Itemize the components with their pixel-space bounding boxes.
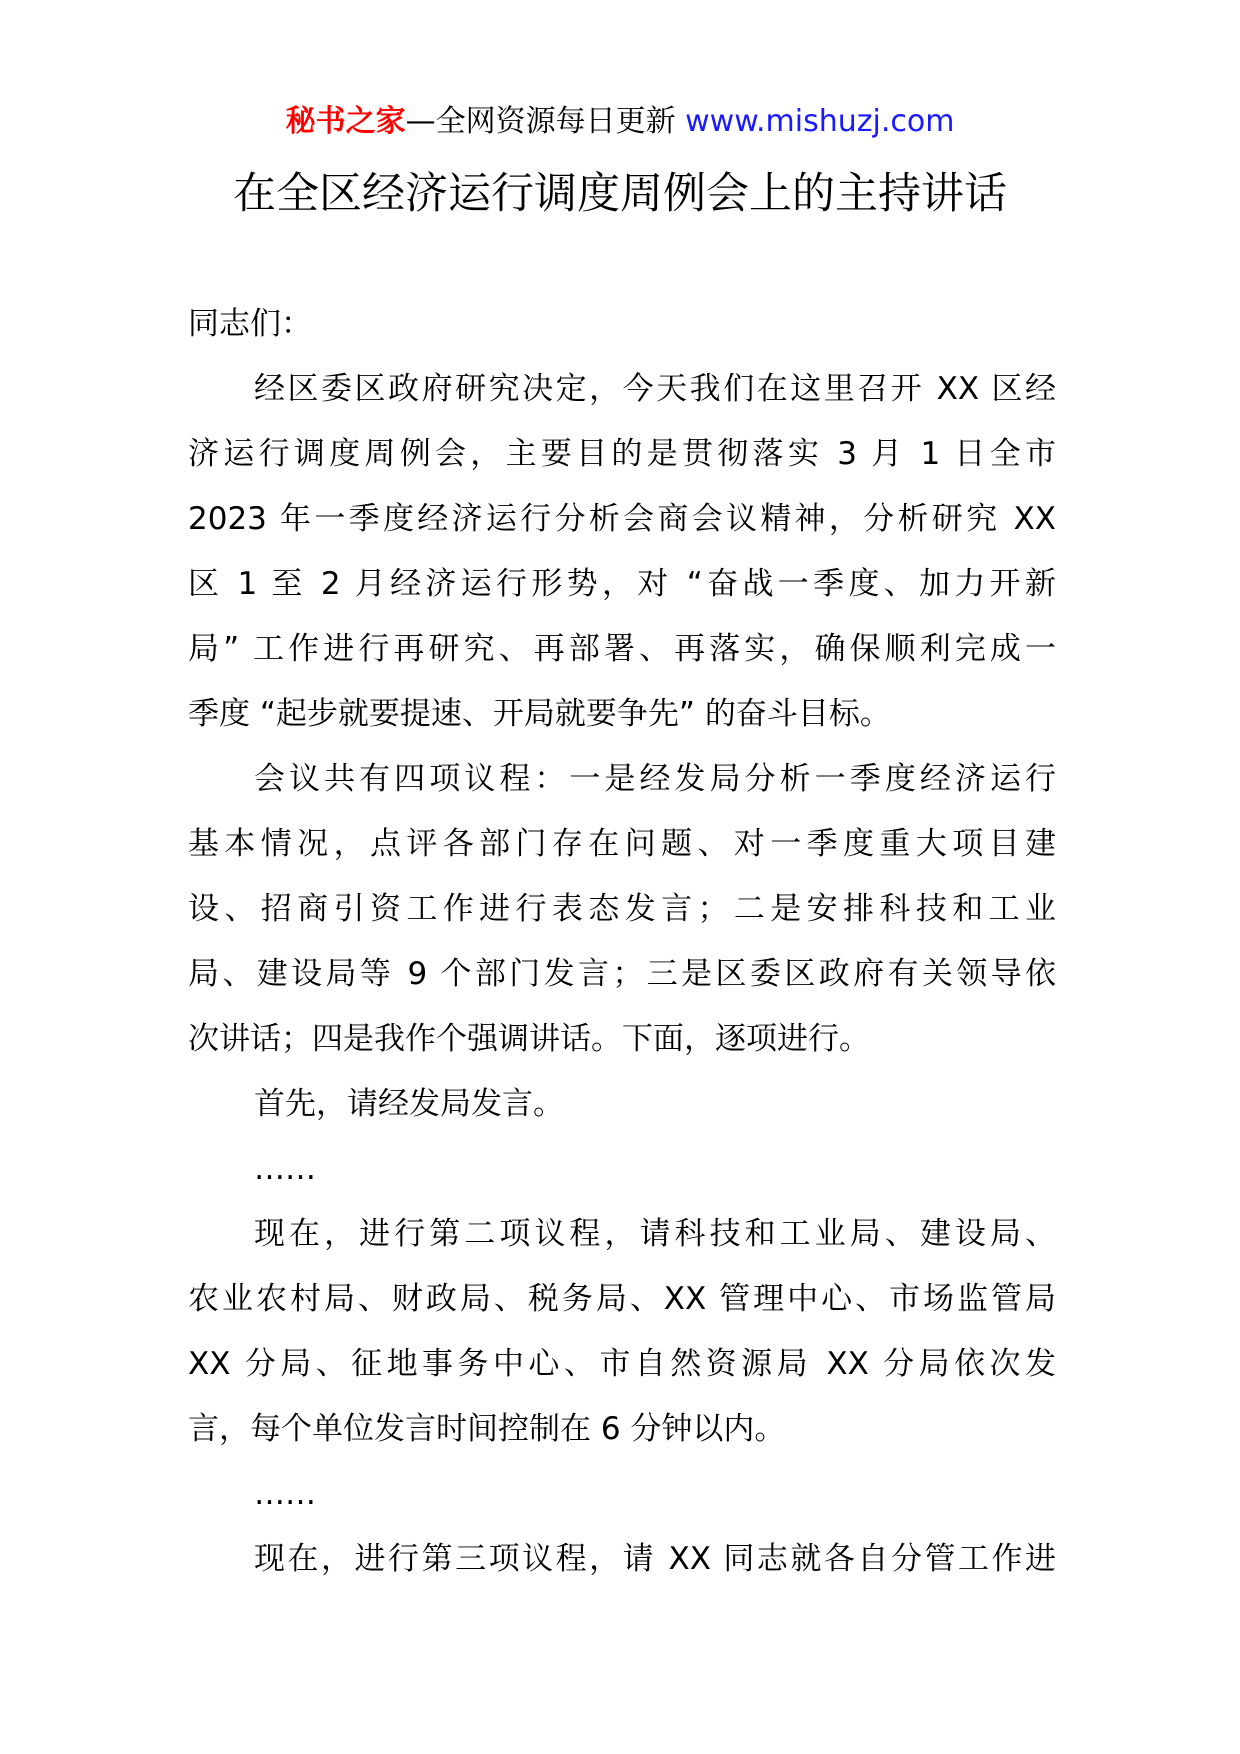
paragraph-line: 现在，进行第三项议程，请 XX 同志就各自分管工作进: [254, 1541, 1056, 1577]
paragraph-line: 季度 “起步就要提速、开局就要争先” 的奋斗目标。: [188, 696, 891, 732]
document-title: 在全区经济运行调度周例会上的主持讲话: [233, 169, 1007, 219]
site-url-link[interactable]: www.mishuzj.com: [685, 104, 955, 139]
site-header: [0, 102, 1240, 142]
paragraph-line: 设、招商引资工作进行表态发言；二是安排科技和工业: [188, 891, 1056, 927]
paragraph-line: 农业农村局、财政局、税务局、XX 管理中心、市场监管局: [188, 1281, 1056, 1317]
header-tagline: —全网资源每日更新: [405, 104, 686, 139]
ellipsis-line: ……: [254, 1151, 316, 1187]
document-body: [188, 292, 1056, 1592]
paragraph-line: 局、建设局等 9 个部门发言；三是区委区政府有关领导依: [188, 956, 1056, 992]
paragraph-line: 现在，进行第二项议程，请科技和工业局、建设局、: [254, 1216, 1056, 1252]
paragraph-line: 言，每个单位发言时间控制在 6 分钟以内。: [188, 1411, 786, 1447]
paragraph-line: 经区委区政府研究决定，今天我们在这里召开 XX 区经: [254, 371, 1056, 407]
brand-name: 秘书之家: [285, 104, 406, 139]
ellipsis-line: ……: [254, 1476, 316, 1512]
paragraph-line: 会议共有四项议程：一是经发局分析一季度经济运行: [254, 761, 1056, 797]
paragraph-line: 次讲话；四是我作个强调讲话。下面，逐项进行。: [188, 1021, 870, 1057]
salutation: 同志们：: [188, 306, 312, 342]
paragraph-line: 首先，请经发局发言。: [254, 1086, 564, 1122]
paragraph-line: 2023 年一季度经济运行分析会商会议精神，分析研究 XX: [188, 501, 1056, 537]
paragraph-line: 局” 工作进行再研究、再部署、再落实，确保顺利完成一: [188, 631, 1056, 667]
paragraph-line: 济运行调度周例会，主要目的是贯彻落实 3 月 1 日全市: [188, 436, 1056, 472]
paragraph-line: XX 分局、征地事务中心、市自然资源局 XX 分局依次发: [188, 1346, 1056, 1382]
paragraph-line: 区 1 至 2 月经济运行形势，对 “奋战一季度、加力开新: [188, 566, 1056, 602]
paragraph-line: 基本情况，点评各部门存在问题、对一季度重大项目建: [188, 826, 1056, 862]
